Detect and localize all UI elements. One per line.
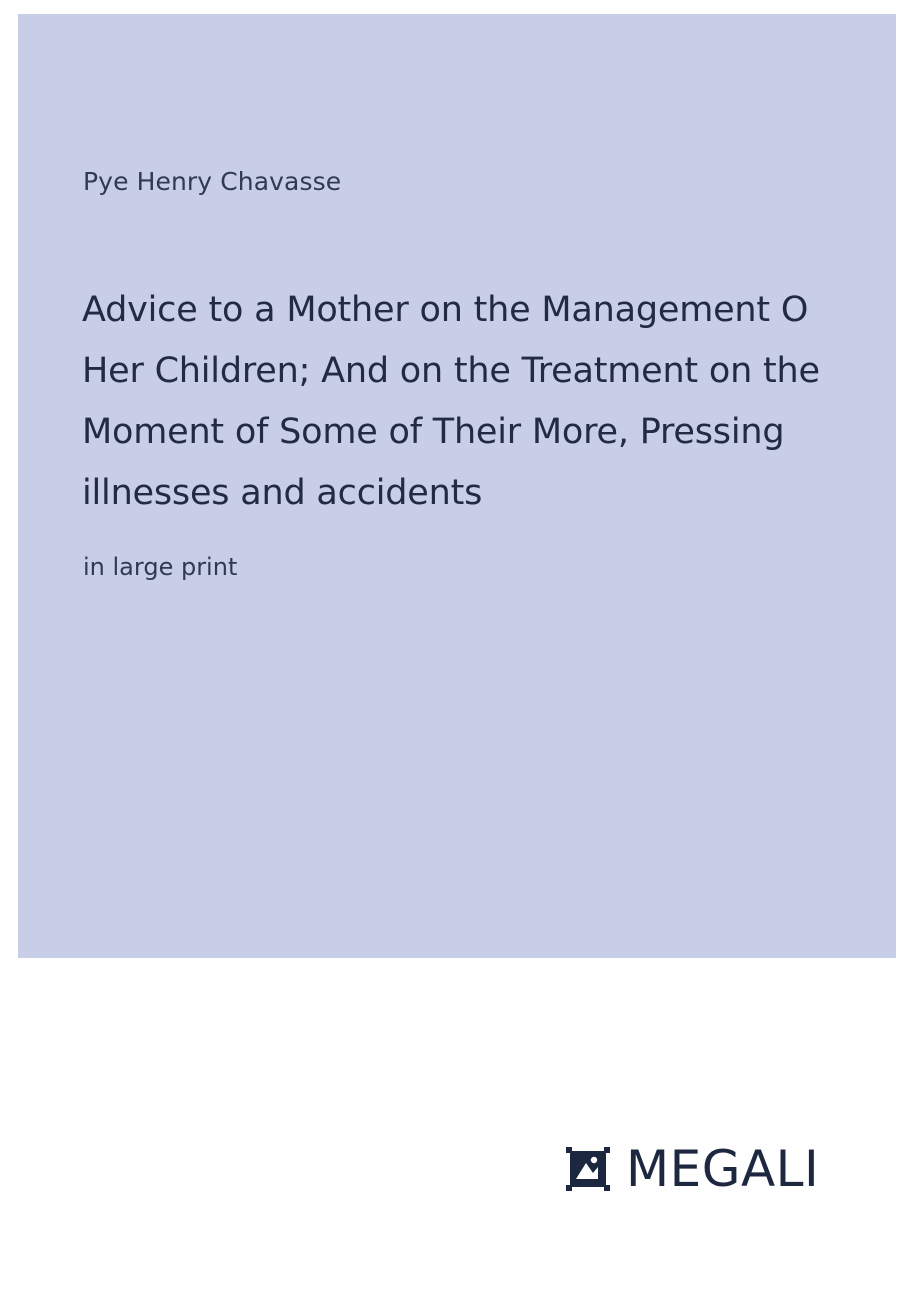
publisher-name: MEGALI — [626, 1140, 820, 1198]
book-title: Advice to a Mother on the Management O Her Children; And on the Treatment on the Moment of Some of Their More, Pressing illnesses and accidents — [82, 290, 820, 513]
cover-artwork — [18, 14, 896, 1282]
book-subtitle: in large print — [83, 553, 238, 581]
author-name: Pye Henry Chavasse — [83, 167, 342, 196]
publisher-logo — [566, 1140, 820, 1198]
megali-square-logo-icon — [566, 1147, 610, 1191]
cover-bottom-panel — [18, 958, 896, 1282]
